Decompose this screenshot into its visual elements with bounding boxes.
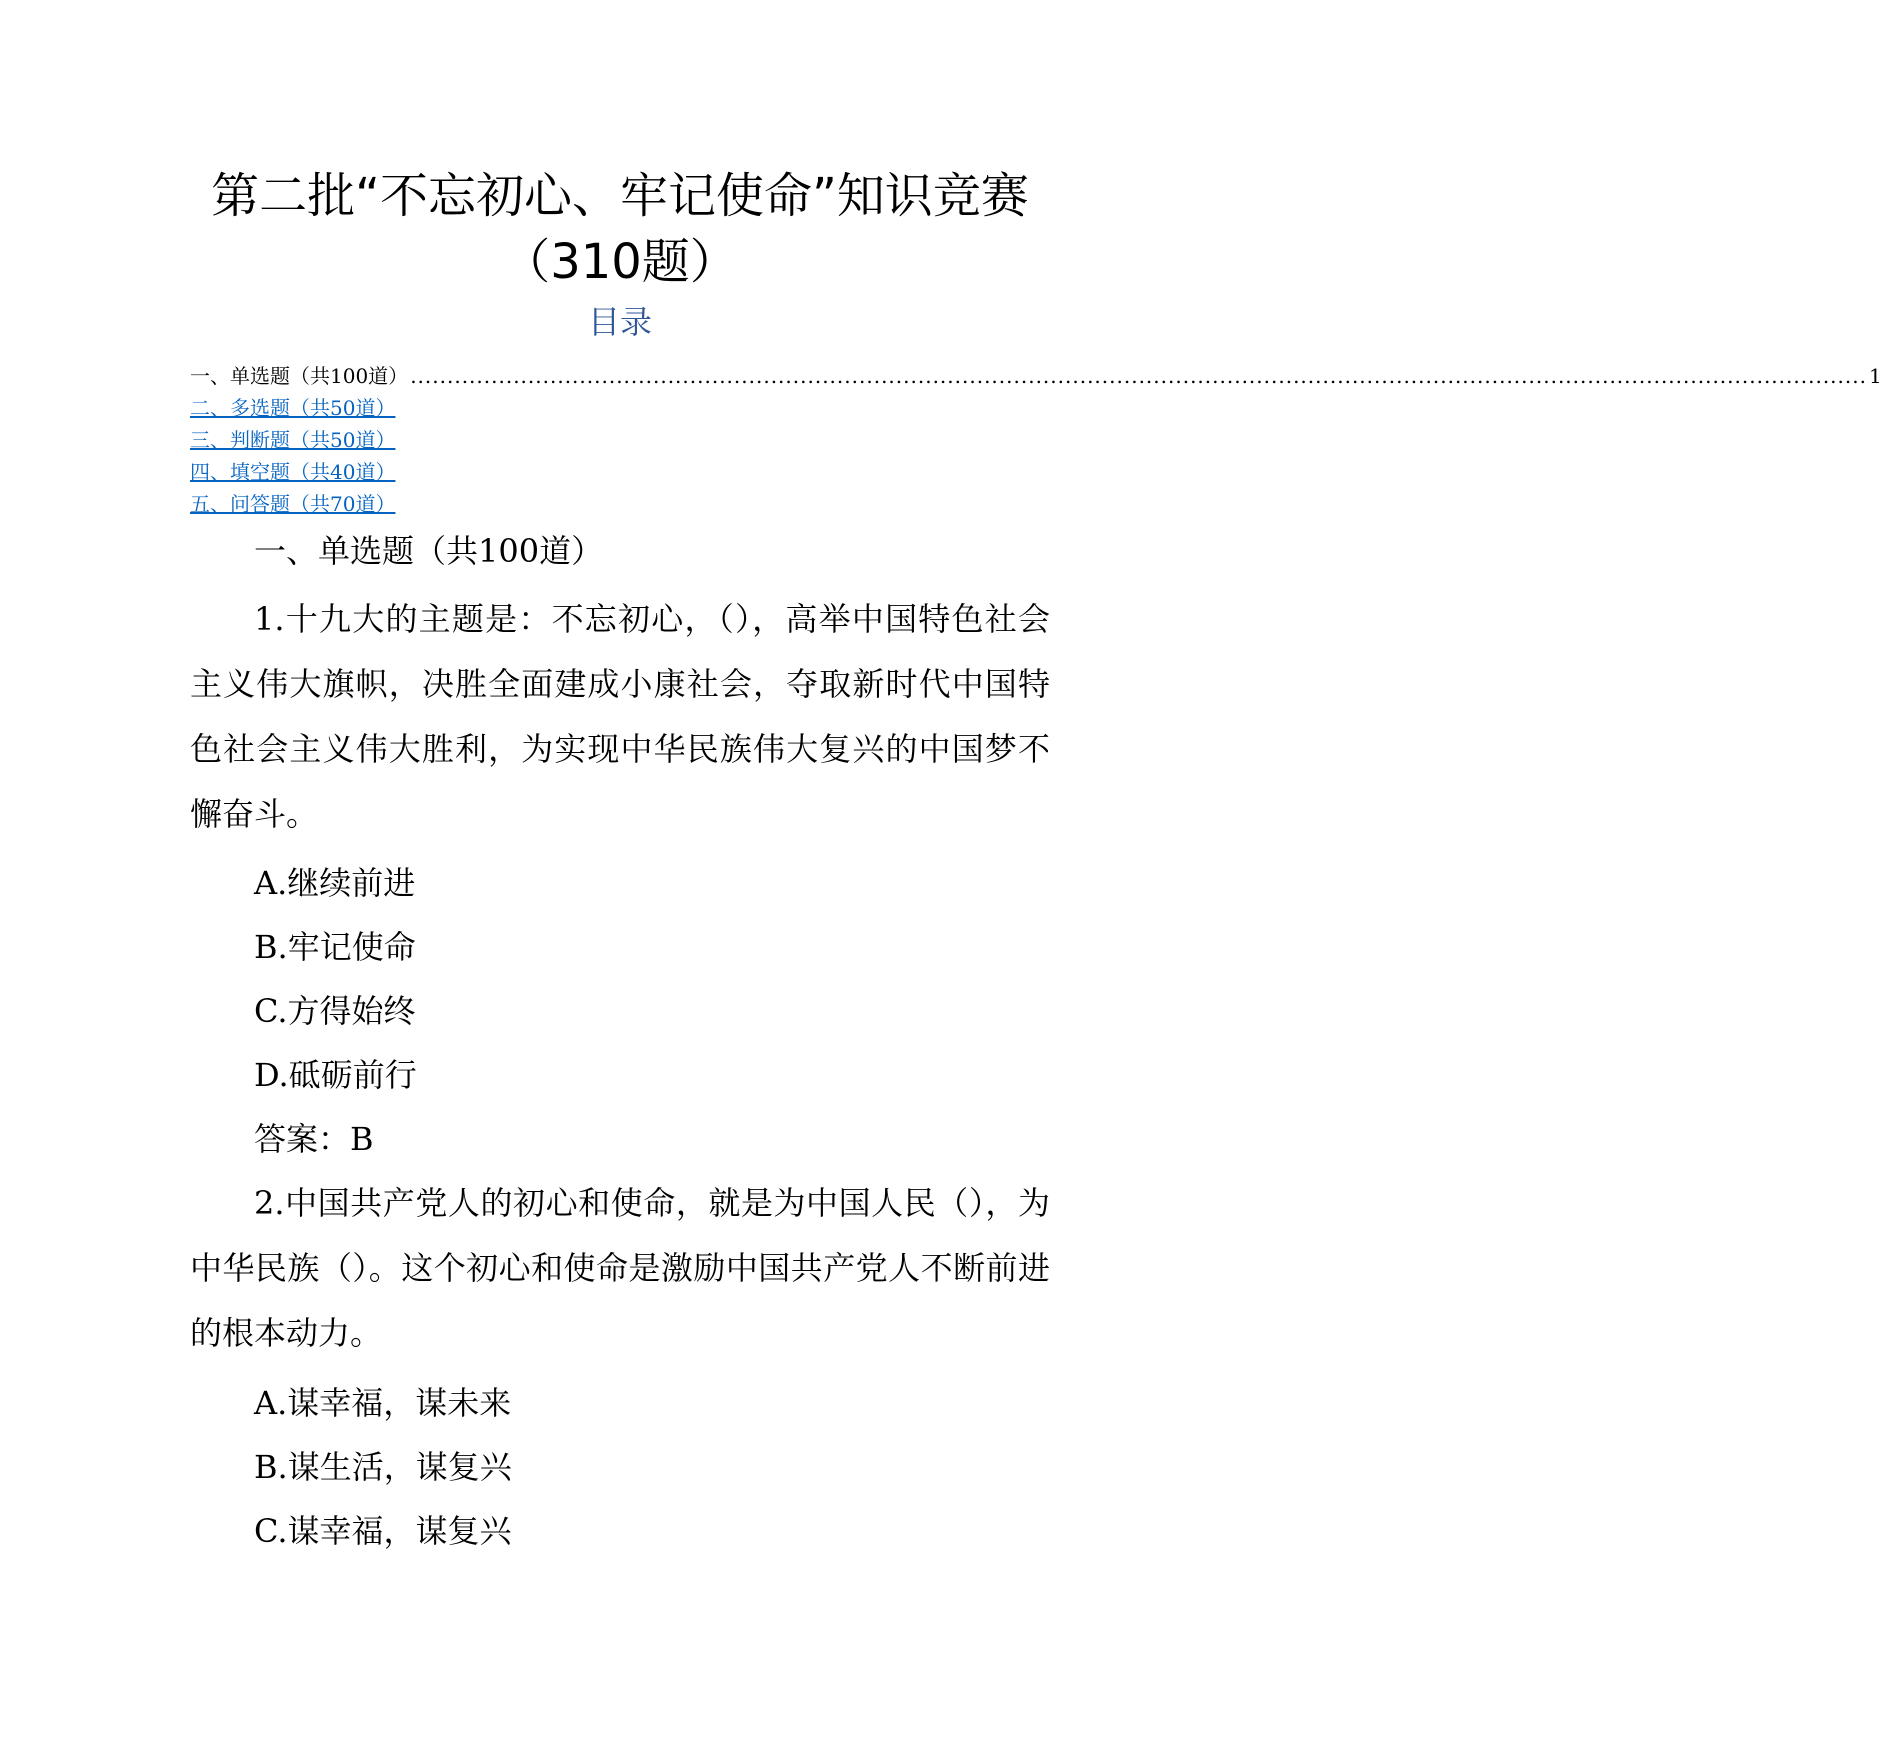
question-1-option-c: C.方得始终 <box>254 992 416 1030</box>
question-2-option-c: C.谋幸福，谋复兴 <box>254 1512 512 1550</box>
toc-entry-multiple-choice <box>190 392 1050 424</box>
toc-page-number: 1 <box>1868 364 1882 388</box>
question-1-answer: 答案：B <box>254 1120 374 1158</box>
toc-entry-qa <box>190 488 1050 520</box>
question-2-text: 2.中国共产党人的初心和使命，就是为中国人民（），为中华民族（）。这个初心和使命是激励中国共产党人不断前进的根本动力。 <box>190 1184 1050 1352</box>
toc-leader-dots: ...................................................................................................................................................................................................... <box>410 364 1867 388</box>
toc-link-true-false[interactable]: 三、判断题（共50道） <box>190 428 396 452</box>
question-1-option-d: D.砥砺前行 <box>254 1056 417 1094</box>
question-2-option-a: A.谋幸福，谋未来 <box>254 1384 512 1422</box>
question-1-option-a: A.继续前进 <box>254 864 416 902</box>
toc-entry-single-choice[interactable] <box>190 360 1882 392</box>
toc-entry-true-false <box>190 424 1050 456</box>
table-of-contents <box>190 360 1882 520</box>
toc-entry-label: 一、单选题（共100道） <box>190 364 409 388</box>
section-heading: 一、单选题（共100道） <box>254 532 604 570</box>
toc-link-fill-blank[interactable]: 四、填空题（共40道） <box>190 460 396 484</box>
toc-entry-fill-blank <box>190 456 1050 488</box>
question-1-text: 1.十九大的主题是：不忘初心，（），高举中国特色社会主义伟大旗帜，决胜全面建成小康社会，夺取新时代中国特色社会主义伟大胜利，为实现中华民族伟大复兴的中国梦不懈奋斗。 <box>190 600 1050 833</box>
toc-heading: 目录 <box>587 303 652 341</box>
question-2-option-b: B.谋生活，谋复兴 <box>254 1448 512 1486</box>
toc-link-qa[interactable]: 五、问答题（共70道） <box>190 492 396 516</box>
document-title-line2: （310题） <box>502 234 738 290</box>
question-1-option-b: B.牢记使命 <box>254 928 416 966</box>
toc-link-multiple-choice[interactable]: 二、多选题（共50道） <box>190 396 396 420</box>
document-title-line1: 第二批“不忘初心、牢记使命”知识竞赛 <box>211 168 1029 224</box>
